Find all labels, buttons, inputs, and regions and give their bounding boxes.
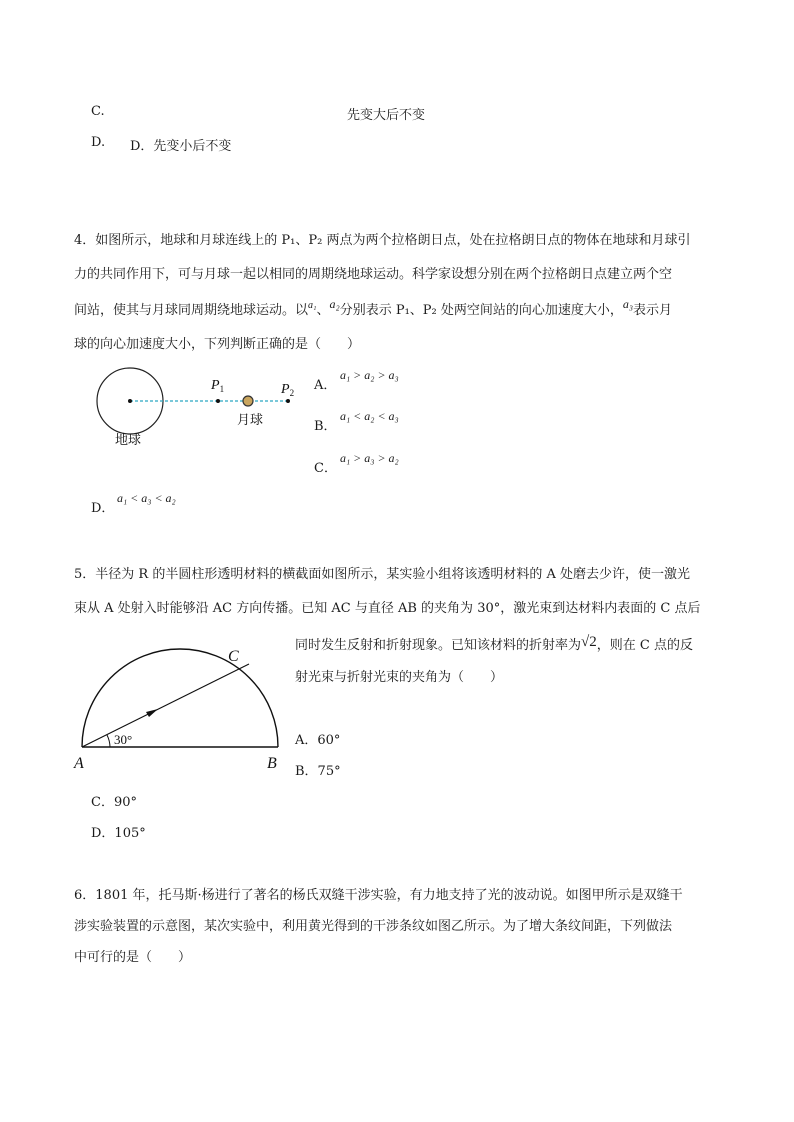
q3-option-c-text: 先变大后不变 [347, 108, 426, 123]
q6-stem-line-2: 涉实验装置的示意图，某次实验中，利用黄光得到的干涉条纹如图乙所示。为了增大条纹间距，下列做法 [74, 919, 673, 934]
q4-symbol-a1: a₁ [308, 300, 317, 311]
q4-stem-line-3b: 分别表示 P₁、P₂ 处两空间站的向心加速度大小， [339, 303, 623, 318]
q5-stem-line-2: 束从 A 处射入时能够沿 AC 方向传播。已知 AC 与直径 AB 的夹角为 30°，激光束到达材料内表面的 C 点后 [74, 601, 701, 616]
q4-stem-line-4: 球的向心加速度大小，下列判断正确的是（ ） [74, 337, 361, 352]
q4-separator: 、 [316, 303, 330, 318]
q6-stem-line-1: 6．1801 年，托马斯·杨进行了著名的杨氏双缝干涉实验，有力地支持了光的波动说。如图甲所示是双缝干 [74, 888, 683, 903]
q5-semicircle-figure [70, 643, 310, 773]
q4-symbol-a2: a₂ [329, 297, 340, 311]
q6-stem-line-3: 中可行的是（ ） [74, 950, 192, 965]
q4-option-b-label: B． [314, 419, 337, 434]
q4-option-d-expr: a₁ < a₃ < a₂ [117, 491, 176, 505]
point-a-label: A [74, 755, 84, 772]
q5-option-c: C．90° [91, 795, 137, 810]
q5-stem-line-3 [295, 634, 693, 654]
q4-earth-moon-figure [90, 366, 320, 456]
angle-arc [107, 735, 110, 747]
q5-stem-line-3a: 同时发生反射和折射现象。已知该材料的折射率为 [295, 638, 582, 653]
q4-stem-line-3c: 表示月 [633, 303, 673, 318]
q3-option-d-text: D．先变小后不变 [130, 139, 232, 154]
q4-option-d-label: D． [91, 501, 115, 516]
q5-stem-line-3b: ，则在 C 点的反 [596, 638, 693, 653]
q4-option-a-expr: a₁ > a₂ > a₃ [340, 368, 399, 382]
p1-dot [216, 399, 220, 403]
q5-stem-line-1: 5．半径为 R 的半圆柱形透明材料的横截面如图所示，某实验小组将该透明材料的 A 处磨去少许，使一激光 [74, 567, 690, 582]
moon-dot [243, 396, 253, 406]
q4-stem-line-3 [74, 299, 672, 318]
sqrt-two: √2 [581, 634, 597, 650]
angle-label: 30° [114, 732, 133, 747]
q4-stem-line-2: 力的共同作用下，可与月球一起以相同的周期绕地球运动。科学家设想分别在两个拉格朗日点建立两个空 [74, 267, 673, 282]
q4-stem-line-1: 4．如图所示，地球和月球连线上的 P₁、P₂ 两点为两个拉格朗日点，处在拉格朗日点的物体在地球和月球引 [74, 233, 691, 248]
point-b-label: B [267, 755, 277, 772]
q3-option-d-label: D. [91, 135, 106, 150]
q5-option-a: A．60° [295, 733, 341, 748]
q5-option-d: D．105° [91, 826, 146, 841]
moon-label: 月球 [237, 412, 264, 427]
q4-symbol-a3: a₃ [622, 297, 634, 311]
point-c-label: C [228, 648, 239, 665]
ray-ac [82, 664, 249, 747]
q3-option-c-label: C. [91, 104, 105, 119]
p2-dot [286, 399, 290, 403]
q4-option-b-expr: a₁ < a₂ < a₃ [340, 409, 399, 423]
earth-label: 地球 [115, 432, 142, 447]
p2-label: $P_2$ [281, 382, 295, 398]
q5-stem-line-4: 射光束与折射光束的夹角为（ ） [295, 670, 504, 685]
q4-option-a-label: A． [314, 378, 337, 393]
q4-option-c-label: C． [314, 461, 337, 476]
p1-label: $P_1$ [211, 378, 225, 394]
earth-center-dot [128, 399, 132, 403]
q4-option-c-expr: a₁ > a₃ > a₂ [340, 451, 399, 465]
q4-stem-line-3a: 间站，使其与月球同周期绕地球运动。以 [74, 303, 309, 318]
ray-arrow-icon [146, 709, 158, 717]
q5-option-b: B．75° [295, 764, 341, 779]
